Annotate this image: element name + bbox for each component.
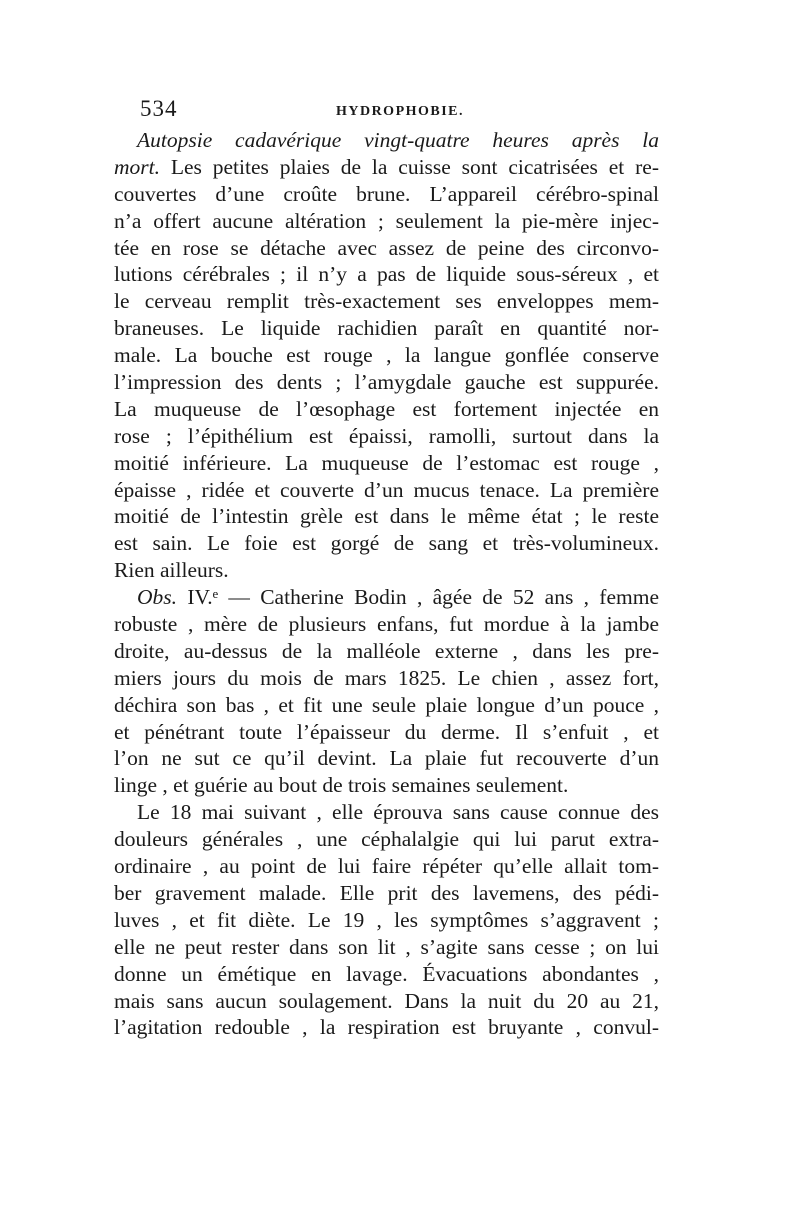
line-text: droite, au-dessus de la malléole externe , dans les pre- (114, 638, 659, 663)
line-text: donne un émétique en lavage. Évacuations abondantes , (114, 961, 659, 986)
text-line (114, 503, 659, 530)
line-text: braneuses. Le liquide rachidien paraît en quantité nor- (114, 316, 659, 341)
line-text: elle ne peut rester dans son lit , s’agite sans cesse ; on lui (114, 934, 659, 959)
line-text: est sain. Le foie est gorgé de sang et très-volumineux. (114, 531, 659, 556)
line-text: épaisse , ridée et couverte d’un mucus tenace. La première (114, 477, 659, 502)
line-text: ordinaire , au point de lui faire répéter qu’elle allait tom- (114, 854, 659, 879)
line-text: tée en rose se détache avec assez de peine des circonvo- (114, 235, 659, 260)
text-line (114, 745, 659, 772)
line-text: l’impression des dents ; l’amygdale gauche est suppurée. (114, 370, 659, 395)
line-text: Rien ailleurs. (114, 558, 229, 583)
text-line (114, 665, 659, 692)
line-text: linge , et guérie au bout de trois semaines seulement. (114, 773, 569, 798)
italic-heading: mort. (114, 154, 160, 179)
running-title: HYDROPHOBIE. (335, 104, 465, 119)
page-header (140, 96, 660, 126)
text-line (114, 208, 659, 235)
line-text: Les petites plaies de la cuisse sont cicatrisées et re- (160, 154, 659, 179)
line-text: moitié inférieure. La muqueuse de l’estomac est rouge , (114, 450, 659, 475)
text-line (114, 530, 659, 557)
text-line (114, 638, 659, 665)
text-line (114, 181, 659, 208)
text-line (114, 396, 659, 423)
text-line (114, 261, 659, 288)
text-line (114, 342, 659, 369)
line-text: miers jours du mois de mars 1825. Le chien , assez fort, (114, 665, 659, 690)
text-line (114, 288, 659, 315)
body-text (114, 127, 659, 1041)
italic-heading: Autopsie cadavérique vingt-quatre heures après la (137, 128, 659, 152)
text-line (114, 826, 659, 853)
text-line (114, 154, 659, 181)
line-text: déchira son bas , et fit une seule plaie longue d’un pouce , (114, 692, 659, 717)
line-text: moitié de l’intestin grèle est dans le même état ; le reste (114, 504, 659, 529)
line-text: couvertes d’une croûte brune. L’appareil cérébro-spinal (114, 181, 659, 206)
text-line (114, 235, 659, 262)
text-line (114, 1014, 659, 1041)
text-line (114, 423, 659, 450)
line-text: Le 18 mai suivant , elle éprouva sans cause connue des (137, 800, 659, 825)
text-line (114, 477, 659, 504)
line-text: et pénétrant toute l’épaisseur du derme. Il s’enfuit , et (114, 719, 659, 744)
text-line (114, 315, 659, 342)
page-number: 534 (140, 96, 178, 121)
text-line (114, 934, 659, 961)
line-text: douleurs générales , une céphalalgie qui lui parut extra- (114, 827, 659, 852)
text-line (114, 719, 659, 746)
text-line (114, 961, 659, 988)
line-text: La muqueuse de l’œsophage est fortement injectée en (114, 396, 659, 421)
line-text: IV.ᵉ — Catherine Bodin , âgée de 52 ans , femme (177, 585, 659, 610)
text-line (114, 127, 659, 154)
text-line (114, 369, 659, 396)
text-line (114, 799, 659, 826)
text-line (114, 584, 659, 611)
text-line (114, 907, 659, 934)
line-text: male. La bouche est rouge , la langue gonflée conserve (114, 343, 659, 368)
line-text: n’a offert aucune altération ; seulement la pie-mère injec- (114, 208, 659, 233)
line-text: luves , et fit diète. Le 19 , les symptômes s’aggravent ; (114, 907, 659, 932)
line-text: l’on ne sut ce qu’il devint. La plaie fut recouverte d’un (114, 746, 659, 771)
text-line (114, 988, 659, 1015)
text-line (114, 557, 659, 584)
line-text: le cerveau remplit très-exactement ses enveloppes mem- (114, 289, 659, 314)
line-text: mais sans aucun soulagement. Dans la nuit du 20 au 21, (114, 988, 659, 1013)
italic-heading: Obs. (137, 585, 178, 610)
text-line (114, 772, 659, 799)
text-line (114, 611, 659, 638)
line-text: ber gravement malade. Elle prit des lavemens, des pédi- (114, 880, 659, 905)
text-line (114, 853, 659, 880)
line-text: l’agitation redouble , la respiration est bruyante , convul- (114, 1015, 659, 1040)
text-line (114, 692, 659, 719)
text-line (114, 450, 659, 477)
line-text: lutions cérébrales ; il n’y a pas de liquide sous-séreux , et (114, 262, 659, 287)
line-text: robuste , mère de plusieurs enfans, fut mordue à la jambe (114, 612, 659, 637)
text-line (114, 880, 659, 907)
line-text: rose ; l’épithélium est épaissi, ramolli, surtout dans la (114, 423, 659, 448)
